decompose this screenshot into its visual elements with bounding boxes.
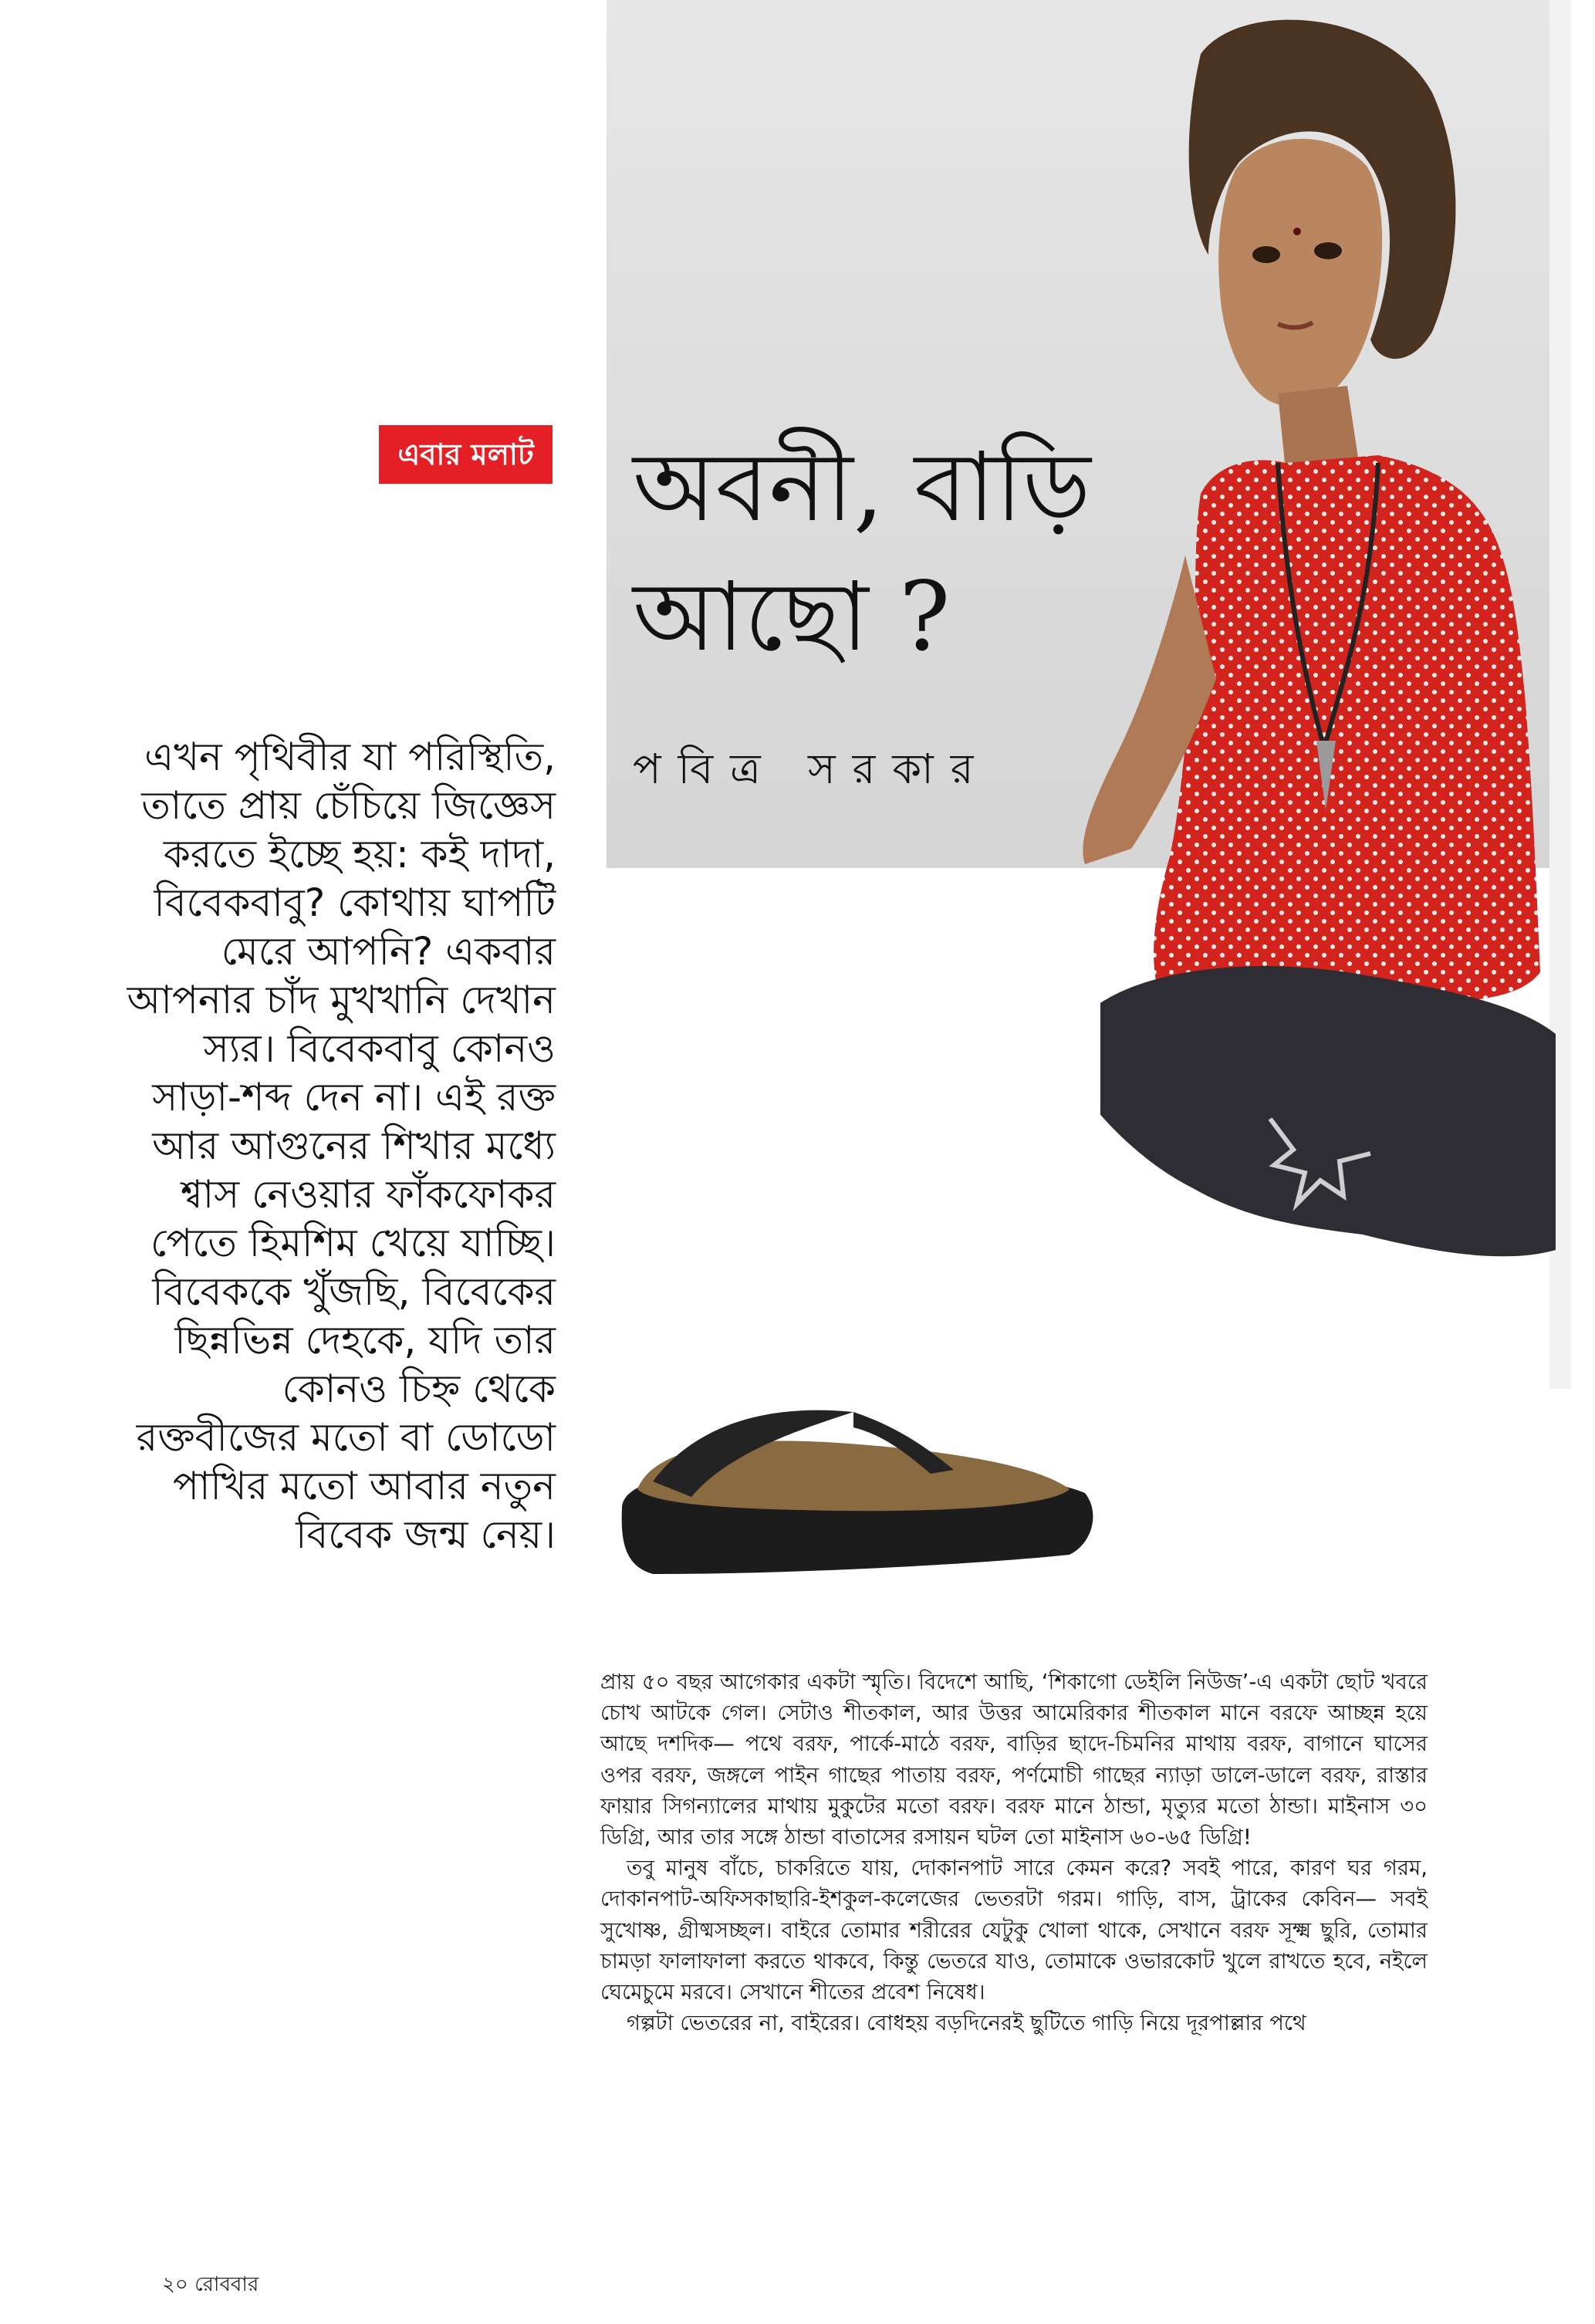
page-footer: ২০ রোববার bbox=[162, 2273, 259, 2296]
title-line-2: আছো ? bbox=[633, 562, 951, 673]
pull-quote: এখন পৃথিবীর যা পরিস্থিতি, তাতে প্রায় চেঁচিয়ে জিজ্ঞেস করতে ইচ্ছে হয়: কই দাদা, বিবেকবাবু? কোথায় ঘাপটি মেরে আপনি? একবার আপনার চাঁদ মুখখানি দেখান স্যর। বিবেকবাবু কোনও সাড়া-শব্দ দেন না। এই রক্ত আর আগুনের শিখার মধ্যে শ্বাস নেওয়ার ফাঁকফোকর পেতে হিমশিম খেয়ে যাচ্ছি। বিবেককে খুঁজছি, বিবেকের ছিন্নভিন্ন দেহকে, যদি তার কোনও চিহ্ন থেকে রক্তবীজের মতো বা ডোডো পাখির মতো আবার নতুন বিবেক জন্ম নেয়। bbox=[127, 735, 556, 1557]
article-title bbox=[633, 423, 1111, 682]
body-paragraph: তবু মানুষ বাঁচে, চাকরিতে যায়, দোকানপাট সারে কেমন করে? সবই পারে, কারণ ঘর গরম, দোকানপাট-অফিসকাছারি-ইশকুল-কলেজের ভেতরটা গরম। গাড়ি, বাস, ট্রাকের কেবিন— সবই সুখোষ্ণ, গ্রীষ্মসচ্ছল। বাইরে তোমার শরীরের যেটুকু খোলা থাকে, সেখানে বরফ সূক্ষ্ম ছুরি, তোমার চামড়া ফালাফালা করতে থাকবে, কিন্তু ভেতরে যাও, তোমাকে ওভারকোট খুলে রাখতে হবে, নইলে ঘেমেচুমে মরবে। সেখানে শীতের প্রবেশ নিষেধ। bbox=[600, 1856, 1428, 2005]
section-badge: এবার মলাট bbox=[379, 425, 553, 484]
body-paragraph: গল্পটা ভেতরের না, বাইরের। বোধহয় বড়দিনেরই ছুটিতে গাড়ি নিয়ে দূরপাল্লার পথে bbox=[627, 2011, 1306, 2036]
title-line-1: অবনী, বাড়ি bbox=[633, 432, 1091, 543]
article-body bbox=[600, 1667, 1428, 2039]
body-paragraph: প্রায় ৫০ বছর আগেকার একটা স্মৃতি। বিদেশে আছি, ‘শিকাগো ডেইলি নিউজ’-এ একটা ছোট খবরে চোখ আটকে গেল। সেটাও শীতকাল, আর উত্তর আমেরিকার শীতকাল মানে বরফে আচ্ছন্ন হয়ে আছে দশদিক— পথে বরফ, পার্কে-মাঠে বরফ, বাড়ির ছাদে-চিমনির মাথায় বরফ, বাগানে ঘাসের ওপর বরফ, জঙ্গলে পাইন গাছের পাতায় বরফ, পর্ণমোচী গাছের ন্যাড়া ডালে-ডালে বরফ, রাস্তার ফায়ার সিগন্যালের মাথায় মুকুটের মতো বরফ। বরফ মানে ঠান্ডা, মৃত্যুর মতো ঠান্ডা। মাইনাস ৩০ ডিগ্রি, আর তার সঙ্গে ঠান্ডা বাতাসের রসায়ন ঘটল তো মাইনাস ৬০-৬৫ ডিগ্রি! bbox=[600, 1670, 1428, 1850]
author-byline: পবিত্র সরকার bbox=[633, 745, 991, 793]
